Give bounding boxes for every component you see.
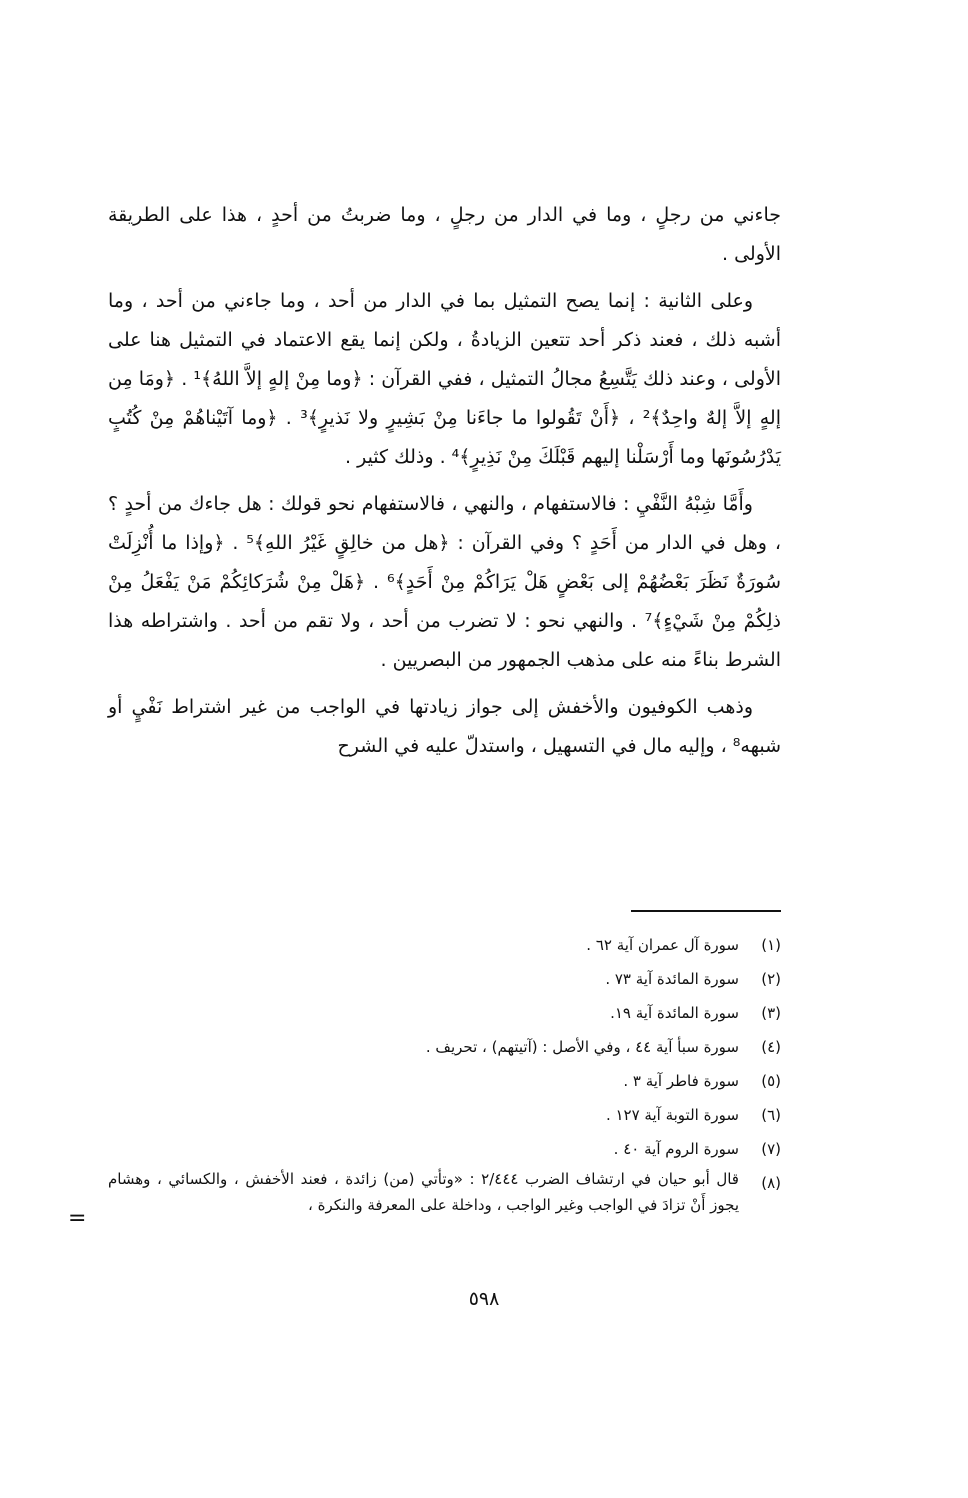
footnote-7	[108, 1132, 781, 1166]
footnote-text: قال أبو حيان في ارتشاف الضرب ٢/٤٤٤ : «وتأتي (من) زائدة ، فعند الأخفش ، والكسائي ، وهشام يجوز أَنْ تزادَ في الواجب وغير الواجب ، وداخلة على المعرفة والنكرة ،	[108, 1170, 739, 1214]
footnote-number: (٧)	[761, 1140, 781, 1158]
footnote-number: (١)	[761, 936, 781, 954]
paragraph-1: جاءني من رجلٍ ، وما في الدار من رجلٍ ، وما ضربتُ من أحدٍ ، هذا على الطريقة الأولى .	[108, 204, 781, 265]
page-number: ٥٩٨	[468, 1288, 500, 1310]
footnote-text: سورة المائدة آية ١٩.	[610, 1004, 739, 1022]
paragraph-3: وأَمَّا شِبْهُ النَّفْيِ : فالاستفهام ، والنهي ، فالاستفهام نحو قولك : هل جاءك من أحدٍ ؟ ، وهل في الدار من أَحَدٍ ؟ وفي القرآن : ﴿هل من خالِقٍ غَيْرُ اللهِ﴾⁵ . ﴿وإذا ما أُنْزِلَتْ سُورَةٌ نَظَرَ بَعْضُهُمْ إلى بَعْضٍ هَلْ يَرَاكُمْ مِنْ أَحَدٍ﴾⁶ . ﴿هَلْ مِنْ شُرَكائِكُمْ مَنْ يَفْعَلُ مِنْ ذلِكُمْ مِنْ شَيْءٍ﴾⁷ . والنهي نحو : لا تضرب من أحد ، ولا تقم من أحد . واشتراطه هذا الشرط بناءً منه على مذهب الجمهور من البصريين .	[108, 493, 782, 671]
footnote-number: (٣)	[761, 1004, 781, 1022]
main-text	[108, 196, 781, 774]
footnote-number: (٦)	[761, 1106, 781, 1124]
footnotes	[108, 928, 781, 1218]
footnote-8	[108, 1166, 781, 1218]
footnote-text: سورة الروم آية ٤٠ .	[613, 1140, 739, 1158]
footnote-4	[108, 1030, 781, 1064]
footnote-6	[108, 1098, 781, 1132]
footnote-3	[108, 996, 781, 1030]
footnote-text: سورة التوبة آية ١٢٧ .	[605, 1106, 739, 1124]
footnote-number: (٥)	[761, 1072, 781, 1090]
paragraph-2: وعلى الثانية : إنما يصح التمثيل بما في الدار من أحد ، وما جاءني من أحد ، وما أشبه ذلك ، فعند ذكر أحد تتعين الزيادةُ ، ولكن إنما يقع الاعتماد في التمثيل هنا على الأولى ، وعند ذلك يَتَّسِعُ مجالُ التمثيل ، ففي القرآن : ﴿وما مِنْ إلهٍ إلاَّ اللهُ﴾¹ . ﴿ومَا مِن إلهٍ إلاَّ إلهٌ واحِدٌ﴾² ، ﴿أَنْ تَقُولوا ما جاءَنا مِنْ بَشِيرٍ ولا نَذيرٍ﴾³ . ﴿وما آتَيْناهُمْ مِنْ كُتُبٍ يَدْرُسُونَها وما أَرْسَلْنا إليهم قَبْلَكَ مِنْ نَذِيرٍ﴾⁴ . وذلك كثير .	[108, 290, 781, 468]
footnote-5	[108, 1064, 781, 1098]
footnote-text: سورة المائدة آية ٧٣ .	[605, 970, 739, 988]
footnote-text: سورة آل عمران آية ٦٢ .	[586, 936, 739, 954]
footnote-separator	[631, 910, 781, 912]
footnote-number: (٨)	[761, 1174, 781, 1192]
footnote-2	[108, 962, 781, 996]
footnote-1	[108, 928, 781, 962]
footnote-number: (٢)	[761, 970, 781, 988]
paragraph-4: وذهب الكوفيون والأخفش إلى جواز زيادتها في الواجب من غير اشتراط نَفْيٍ أو شبهه⁸ ، وإليه مال في التسهيل ، واستدلّ عليه في الشرح	[108, 696, 781, 757]
footnote-text: سورة فاطر آية ٣ .	[623, 1072, 739, 1090]
continuation-mark: =	[68, 1206, 87, 1231]
footnote-text: سورة سبأ آية ٤٤ ، وفي الأصل : (آتيتهم) ، تحريف .	[425, 1038, 739, 1056]
footnote-number: (٤)	[761, 1038, 781, 1056]
